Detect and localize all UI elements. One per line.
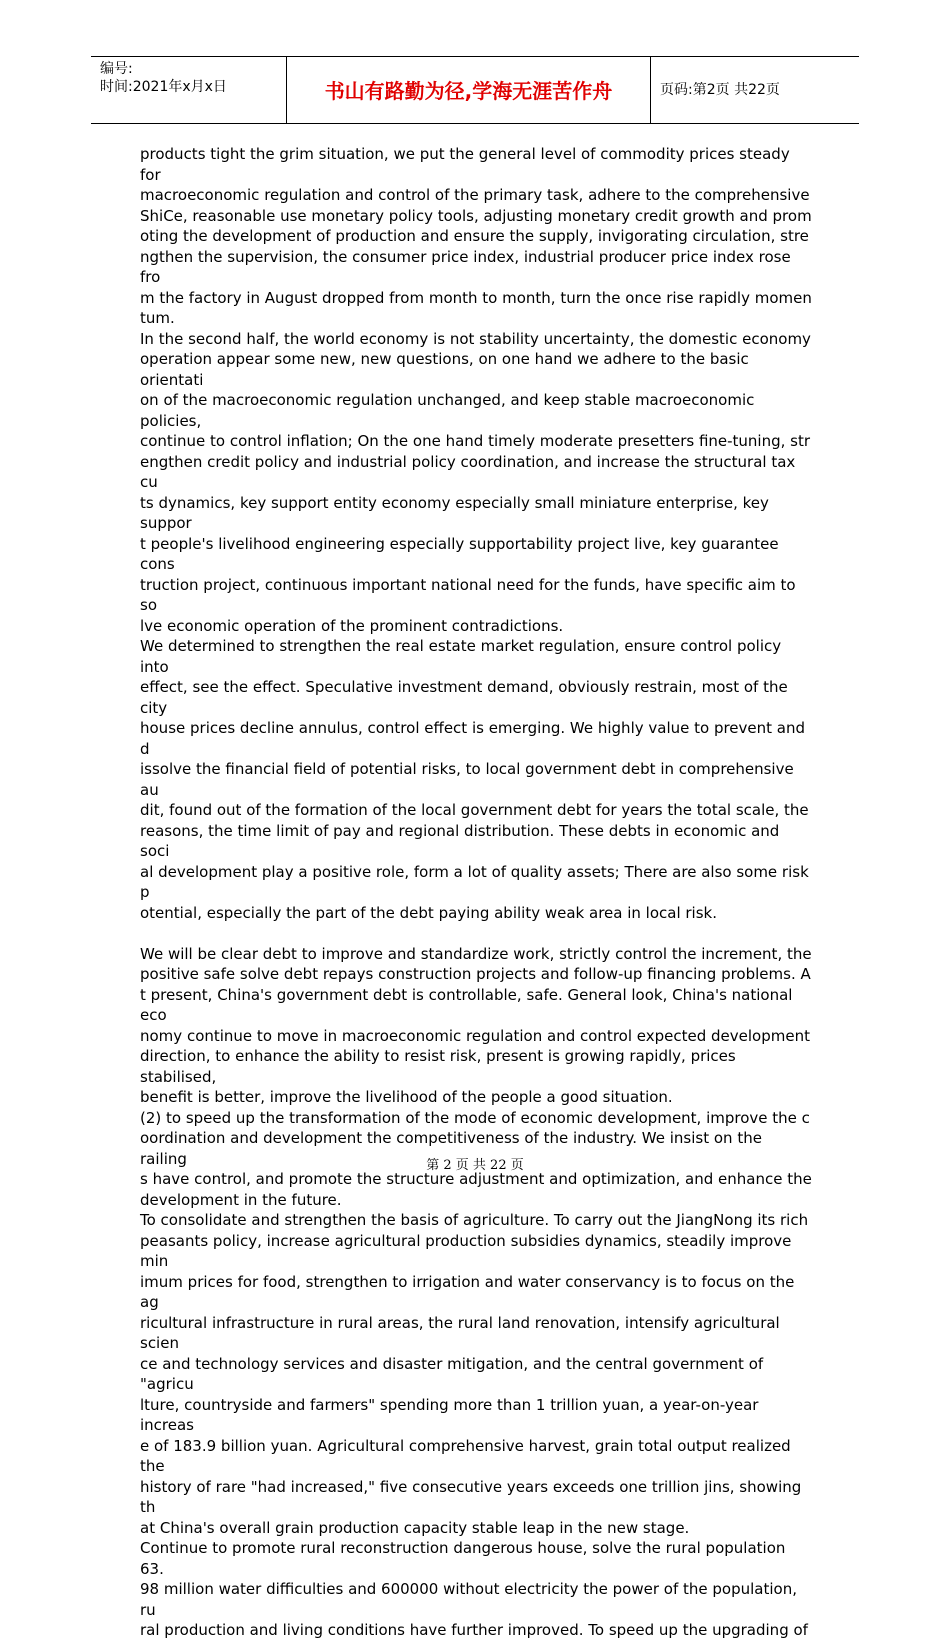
document-number-label: 编号: <box>100 61 133 77</box>
header-page-cell <box>650 57 859 123</box>
paragraph-2: In the second half, the world economy is not stability uncertainty, the domestic economy operation appear some new, new questions, on one hand we adhere to the basic orientati on of the macroeconomic regulation unchanged, and keep stable macroeconomic policies, continue to control inflation; On the one hand timely moderate presetters fine-tuning, str engthen credit policy and industrial policy coordination, and increase the structural tax cu ts dynamics, key support entity economy especially small miniature enterprise, key suppor t people's livelihood engineering especially supportability project live, key guarantee cons truction project, continuous important national need for the funds, have specific aim to so lve economic operation of the prominent contradictions. <box>140 329 811 635</box>
paragraph-6: To consolidate and strengthen the basis of agriculture. To carry out the JiangNong its rich peasants policy, increase agricultural production subsidies dynamics, steadily improve min imum prices for food, strengthen to irrigation and water conservancy is to focus on the ag ricultural infrastructure in rural areas, the rural land renovation, intensify agricultural scien ce and technology services and disaster mitigation, and the central government of "agricu lture, countryside and farmers" spending more than 1 trillion yuan, a year-on-year increas e of 183.9 billion yuan. Agricultural comprehensive harvest, grain total output realized the history of rare "had increased," five consecutive years exceeds one trillion jins, showing th at China's overall grain production capacity stable leap in the new stage. <box>140 1211 809 1537</box>
header-motto: 书山有路勤为径,学海无涯苦作舟 <box>324 79 613 103</box>
header-meta-cell <box>91 57 286 123</box>
paragraph-5: (2) to speed up the transformation of the mode of economic development, improve the c oordination and development the competitiveness of the industry. We insist on the railing s have control, and promote the structure adjustment and optimization, and enhance the development in the future. <box>140 1108 812 1209</box>
document-header <box>91 56 859 124</box>
paragraph-4: We will be clear debt to improve and standardize work, strictly control the increment, the positive safe solve debt repays construction projects and follow-up financing problems. A t present, China's government debt is controllable, safe. General look, China's national eco nomy continue to move in macroeconomic regulation and control expected development direction, to enhance the ability to resist risk, present is growing rapidly, prices stabilised, benefit is better, improve the livelihood of the people a good situation. <box>140 944 812 1106</box>
page-footer: 第 2 页 共 22 页 <box>426 1158 524 1173</box>
document-time-label: 时间:2021年x月x日 <box>100 79 227 95</box>
paragraph-1: products tight the grim situation, we put the general level of commodity prices steady for macroeconomic regulation and control of the primary task, adhere to the comprehensive ShiCe, reasonable use monetary policy tools, adjusting monetary credit growth and prom oting the development of production and ensure the supply, invigorating circulation, stre ngthen the supervision, the consumer price index, industrial producer price index rose fro m the factory in August dropped from month to month, turn the once rise rapidly momen tum. <box>140 145 812 327</box>
paragraph-spacer <box>140 923 812 944</box>
header-page-info: 页码:第2页 共22页 <box>660 82 780 98</box>
document-body <box>140 144 812 1641</box>
paragraph-7: Continue to promote rural reconstruction dangerous house, solve the rural population 63. 98 million water difficulties and 600000 without electricity the power of the population, ru ral production and living conditions have further improved. To speed up the upgrading of <box>140 1539 808 1639</box>
header-motto-cell <box>286 57 651 123</box>
paragraph-3: We determined to strengthen the real estate market regulation, ensure control policy into effect, see the effect. Speculative investment demand, obviously restrain, most of the city house prices decline annulus, control effect is emerging. We highly value to prevent and d issolve the financial field of potential risks, to local government debt in comprehensive au dit, found out of the formation of the local government debt for years the total scale, the reasons, the time limit of pay and regional distribution. These debts in economic and soci al development play a positive role, form a lot of quality assets; There are also some risk p otential, especially the part of the debt paying ability weak area in local risk. <box>140 637 809 922</box>
